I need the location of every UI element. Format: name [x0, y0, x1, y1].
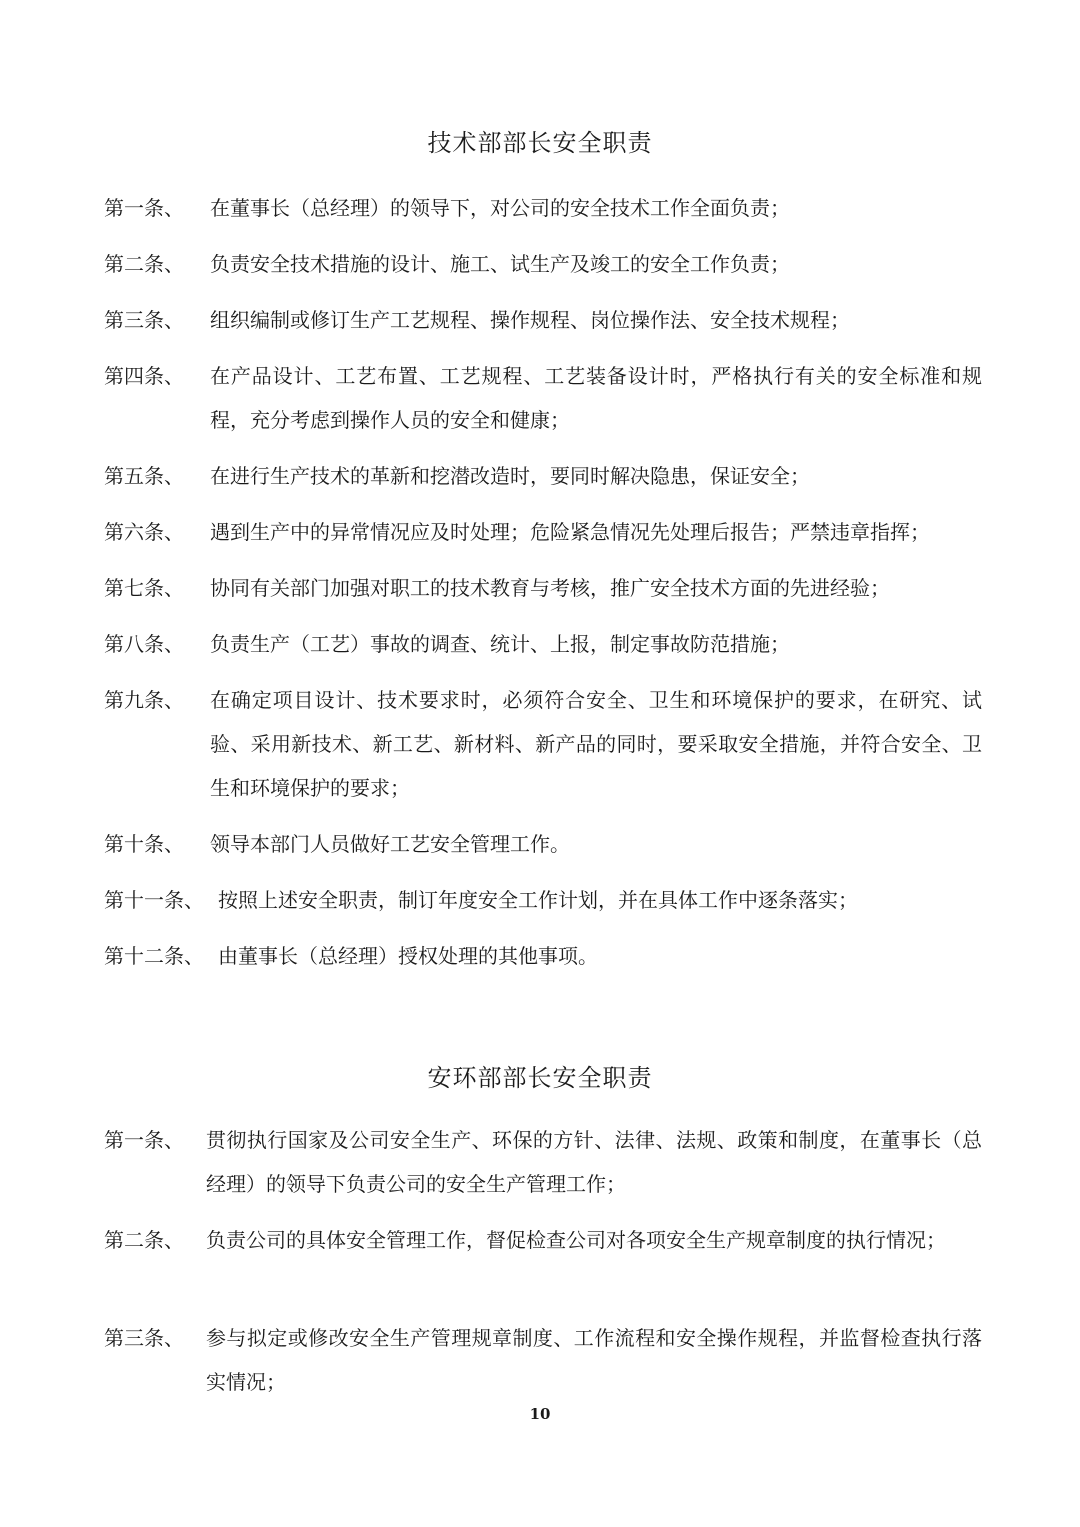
article-label: 第一条、: [104, 1128, 184, 1152]
article-label: 第四条、: [104, 364, 184, 388]
section-title-safety-env-dept: 安环部部长安全职责: [427, 1064, 653, 1092]
article-label: 第十一条、: [104, 888, 204, 912]
page-number: 10: [529, 1405, 551, 1423]
article-label: 第二条、: [104, 1228, 184, 1252]
article-text: 贯彻执行国家及公司安全生产、环保的方针、法律、法规、政策和制度，在董事长（总经理）的领导下负责公司的安全生产管理工作；: [206, 1128, 982, 1196]
article-label: 第三条、: [104, 308, 184, 332]
article-text: 在董事长（总经理）的领导下，对公司的安全技术工作全面负责；: [210, 196, 790, 220]
article-text: 由董事长（总经理）授权处理的其他事项。: [218, 944, 598, 968]
article-text: 负责生产（工艺）事故的调查、统计、上报，制定事故防范措施；: [210, 632, 790, 656]
article-text: 组织编制或修订生产工艺规程、操作规程、岗位操作法、安全技术规程；: [210, 308, 850, 332]
article-text: 领导本部门人员做好工艺安全管理工作。: [210, 832, 570, 856]
article-text: 在确定项目设计、技术要求时，必须符合安全、卫生和环境保护的要求，在研究、试验、采用新技术、新工艺、新材料、新产品的同时，要采取安全措施，并符合安全、卫生和环境保护的要求；: [210, 688, 982, 800]
article-label: 第八条、: [104, 632, 184, 656]
article-label: 第九条、: [104, 688, 184, 712]
article-label: 第十二条、: [104, 944, 204, 968]
article-label: 第六条、: [104, 520, 184, 544]
section-title-tech-dept: 技术部部长安全职责: [427, 129, 653, 157]
article-text: 按照上述安全职责，制订年度安全工作计划，并在具体工作中逐条落实；: [218, 888, 858, 912]
article-text: 遇到生产中的异常情况应及时处理；危险紧急情况先处理后报告；严禁违章指挥；: [210, 520, 930, 544]
article-text: 在进行生产技术的革新和挖潜改造时，要同时解决隐患，保证安全；: [210, 464, 810, 488]
article-label: 第一条、: [104, 196, 184, 220]
article-text: 协同有关部门加强对职工的技术教育与考核，推广安全技术方面的先进经验；: [210, 576, 890, 600]
article-text: 在产品设计、工艺布置、工艺规程、工艺装备设计时，严格执行有关的安全标准和规程，充分考虑到操作人员的安全和健康；: [210, 364, 982, 432]
article-label: 第三条、: [104, 1326, 184, 1350]
article-label: 第二条、: [104, 252, 184, 276]
article-text: 负责公司的具体安全管理工作，督促检查公司对各项安全生产规章制度的执行情况；: [206, 1228, 946, 1252]
article-label: 第五条、: [104, 464, 184, 488]
article-label: 第七条、: [104, 576, 184, 600]
article-text: 参与拟定或修改安全生产管理规章制度、工作流程和安全操作规程，并监督检查执行落实情况；: [206, 1326, 982, 1394]
article-label: 第十条、: [104, 832, 184, 856]
article-text: 负责安全技术措施的设计、施工、试生产及竣工的安全工作负责；: [210, 252, 790, 276]
